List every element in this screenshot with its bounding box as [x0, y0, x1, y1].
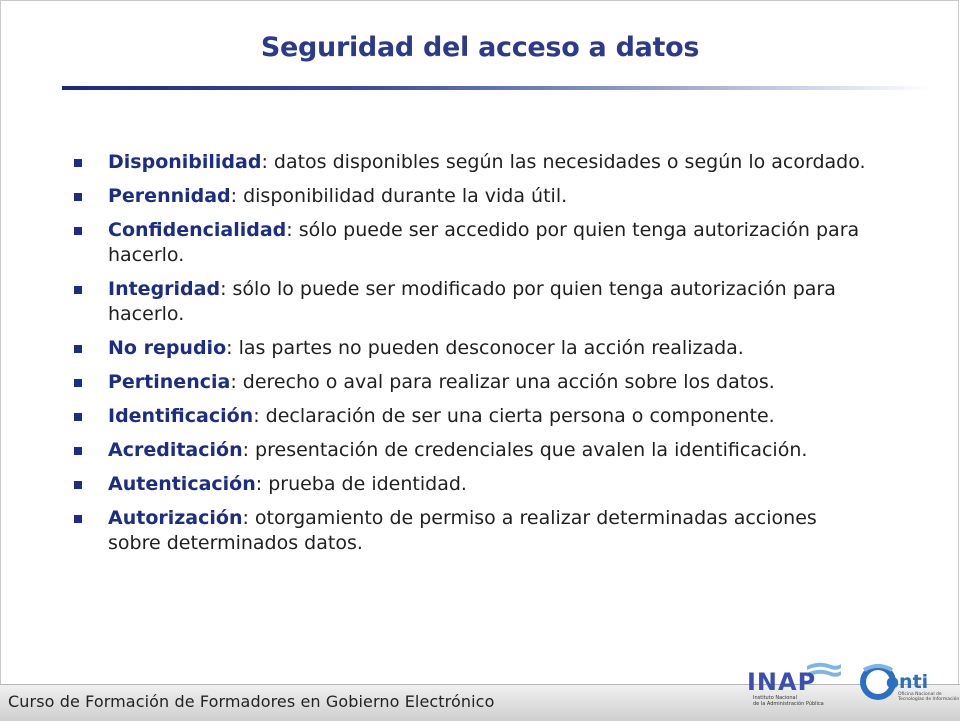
- bullet-text: : sólo lo puede ser modificado por quien tenga autorización para hacerlo.: [108, 278, 836, 325]
- bullet-term: Perennidad: [108, 185, 231, 207]
- square-bullet-icon: [74, 481, 82, 489]
- bullet-text: : derecho o aval para realizar una acción sobre los datos.: [230, 371, 775, 393]
- inap-wordmark: INAP: [747, 668, 817, 696]
- bullet-list: [72, 150, 872, 565]
- title-underline: [62, 86, 932, 90]
- bullet-item: [72, 506, 872, 556]
- square-bullet-icon: [74, 159, 82, 167]
- bullet-item: [72, 438, 872, 463]
- bullet-text: : otorgamiento de permiso a realizar determinadas acciones sobre determinados datos.: [108, 507, 817, 554]
- onti-subtitle-line1: Oficina Nacional de: [898, 692, 942, 697]
- inap-logo: [745, 656, 845, 708]
- bullet-term: Identificación: [108, 405, 254, 427]
- square-bullet-icon: [74, 447, 82, 455]
- square-bullet-icon: [74, 515, 82, 523]
- square-bullet-icon: [74, 227, 82, 235]
- bullet-text: : declaración de ser una cierta persona o componente.: [253, 405, 775, 427]
- bullet-term: Pertinencia: [108, 371, 231, 393]
- square-bullet-icon: [74, 379, 82, 387]
- bullet-term: Autenticación: [108, 473, 256, 495]
- square-bullet-icon: [74, 345, 82, 353]
- onti-wordmark: onti: [886, 671, 929, 693]
- bullet-item: [72, 472, 872, 497]
- bullet-term: Autorización: [108, 507, 243, 529]
- bullet-text: : datos disponibles según las necesidades o según lo acordado.: [261, 151, 866, 173]
- bullet-text: : las partes no pueden desconocer la acción realizada.: [226, 337, 744, 359]
- onti-logo: [858, 660, 960, 706]
- bullet-text: : disponibilidad durante la vida útil.: [230, 185, 568, 207]
- bullet-text: : sólo puede ser accedido por quien tenga autorización para hacerlo.: [108, 219, 860, 266]
- inap-subtitle-line1: Instituto Nacional: [753, 695, 797, 701]
- bullet-term: Confidencialidad: [108, 219, 287, 241]
- bullet-term: Integridad: [108, 278, 221, 300]
- bullet-item: [72, 277, 872, 327]
- bullet-text: : presentación de credenciales que avalen la identificación.: [242, 439, 808, 461]
- bullet-item: [72, 370, 872, 395]
- bullet-item: [72, 336, 872, 361]
- bullet-item: [72, 404, 872, 429]
- bullet-item: [72, 150, 872, 175]
- square-bullet-icon: [74, 413, 82, 421]
- inap-subtitle-line2: de la Administración Pública: [753, 701, 824, 707]
- square-bullet-icon: [74, 286, 82, 294]
- bullet-term: No repudio: [108, 337, 227, 359]
- bullet-text: : prueba de identidad.: [255, 473, 467, 495]
- bullet-term: Disponibilidad: [108, 151, 262, 173]
- bullet-item: [72, 184, 872, 209]
- bullet-term: Acreditación: [108, 439, 243, 461]
- square-bullet-icon: [74, 193, 82, 201]
- slide-title: Seguridad del acceso a datos: [260, 32, 700, 63]
- onti-subtitle-line2: Tecnologías de Información: [898, 697, 960, 702]
- footer-course-title: Curso de Formación de Formadores en Gobierno Electrónico: [8, 692, 495, 711]
- bullet-item: [72, 218, 872, 268]
